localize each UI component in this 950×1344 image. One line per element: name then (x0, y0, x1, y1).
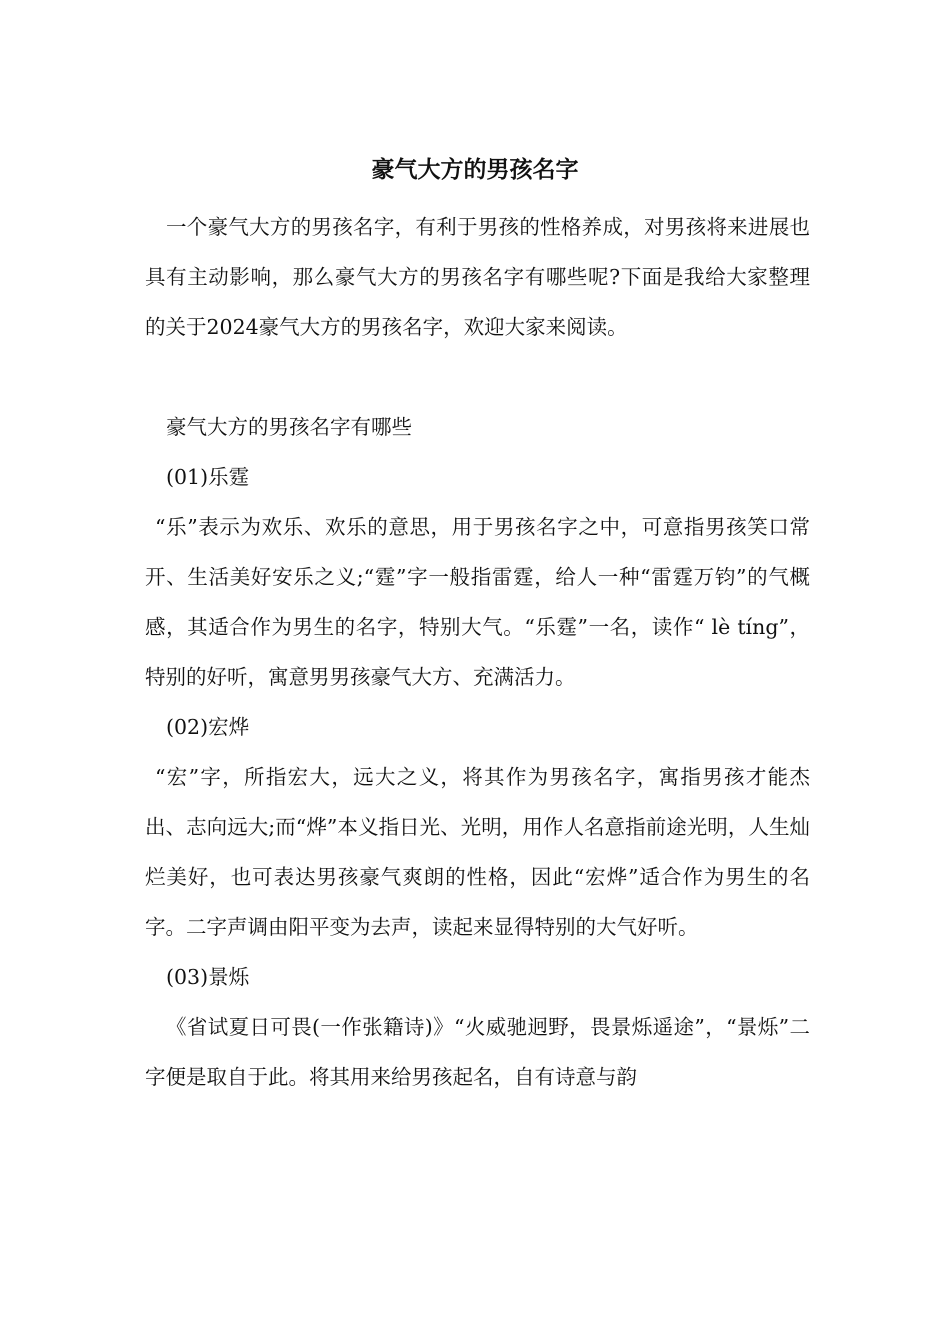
document-title: 豪气大方的男孩名字 (371, 156, 579, 183)
entry-heading-2: (02)宏烨 (166, 715, 250, 739)
entry-text-2: “宏”字，所指宏大，远大之义，将其作为男孩名字，寓指男孩才能杰出、志向远大;而“烨”本义指日光、光明，用作人名意指前途光明，人生灿烂美好，也可表达男孩豪气爽朗的性格，因此“宏烨”适合作为男生的名字。二字声调由阳平变为去声，读起来显得特别的大气好听。 (145, 765, 810, 939)
section-heading: 豪气大方的男孩名字有哪些 (166, 415, 412, 439)
paragraph-gap (145, 352, 810, 402)
document-body (145, 202, 810, 1102)
intro-paragraph: 一个豪气大方的男孩名字，有利于男孩的性格养成，对男孩将来进展也具有主动影响，那么豪气大方的男孩名字有哪些呢?下面是我给大家整理的关于2024豪气大方的男孩名字，欢迎大家来阅读。 (145, 215, 810, 339)
entry-heading-1: (01)乐霆 (166, 465, 250, 489)
entry-text-3: 《省试夏日可畏(一作张籍诗)》“火威驰迥野，畏景烁遥途”，“景烁”二字便是取自于此。将其用来给男孩起名，自有诗意与韵 (145, 1015, 810, 1089)
entry-heading-3: (03)景烁 (166, 965, 250, 989)
entry-text-1: “乐”表示为欢乐、欢乐的意思，用于男孩名字之中，可意指男孩笑口常开、生活美好安乐之义;“霆”字一般指雷霆，给人一种“雷霆万钧”的气概感，其适合作为男生的名字，特别大气。“乐霆”一名，读作“ lè tíng”，特别的好听，寓意男男孩豪气大方、充满活力。 (145, 515, 810, 689)
